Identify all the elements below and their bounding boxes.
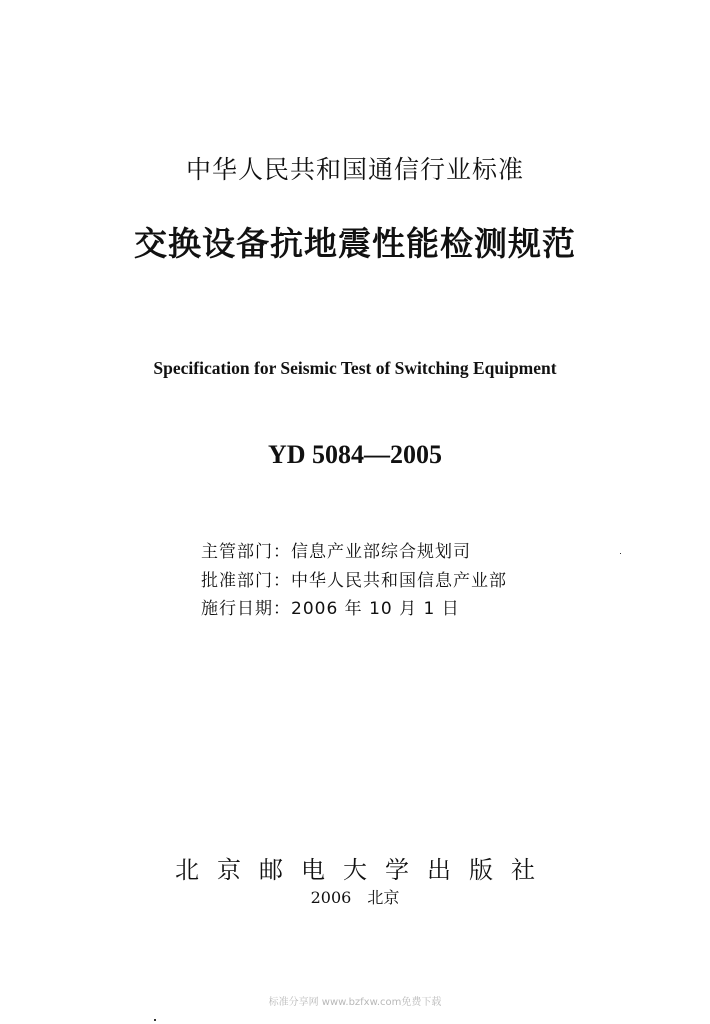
scan-speck <box>620 553 621 554</box>
publish-year-place: 2006 北京 <box>310 888 400 907</box>
scan-speck <box>154 1019 156 1021</box>
watermark: 标准分享网 www.bzfxw.com免费下载 <box>268 997 442 1008</box>
document-title-en: Specification for Seismic Test of Switching Equipment <box>153 358 557 378</box>
effective-date: 施行日期：2006 年 10 月 1 日 <box>201 599 460 619</box>
series-title: 中华人民共和国通信行业标准 <box>185 155 524 184</box>
publisher-name: 北京邮电大学出版社 <box>175 856 553 884</box>
document-title-cn: 交换设备抗地震性能检测规范 <box>134 224 576 263</box>
approval-department: 批准部门：中华人民共和国信息产业部 <box>201 571 507 591</box>
standard-code: YD 5084—2005 <box>267 440 443 469</box>
competent-department: 主管部门：信息产业部综合规划司 <box>201 542 471 562</box>
